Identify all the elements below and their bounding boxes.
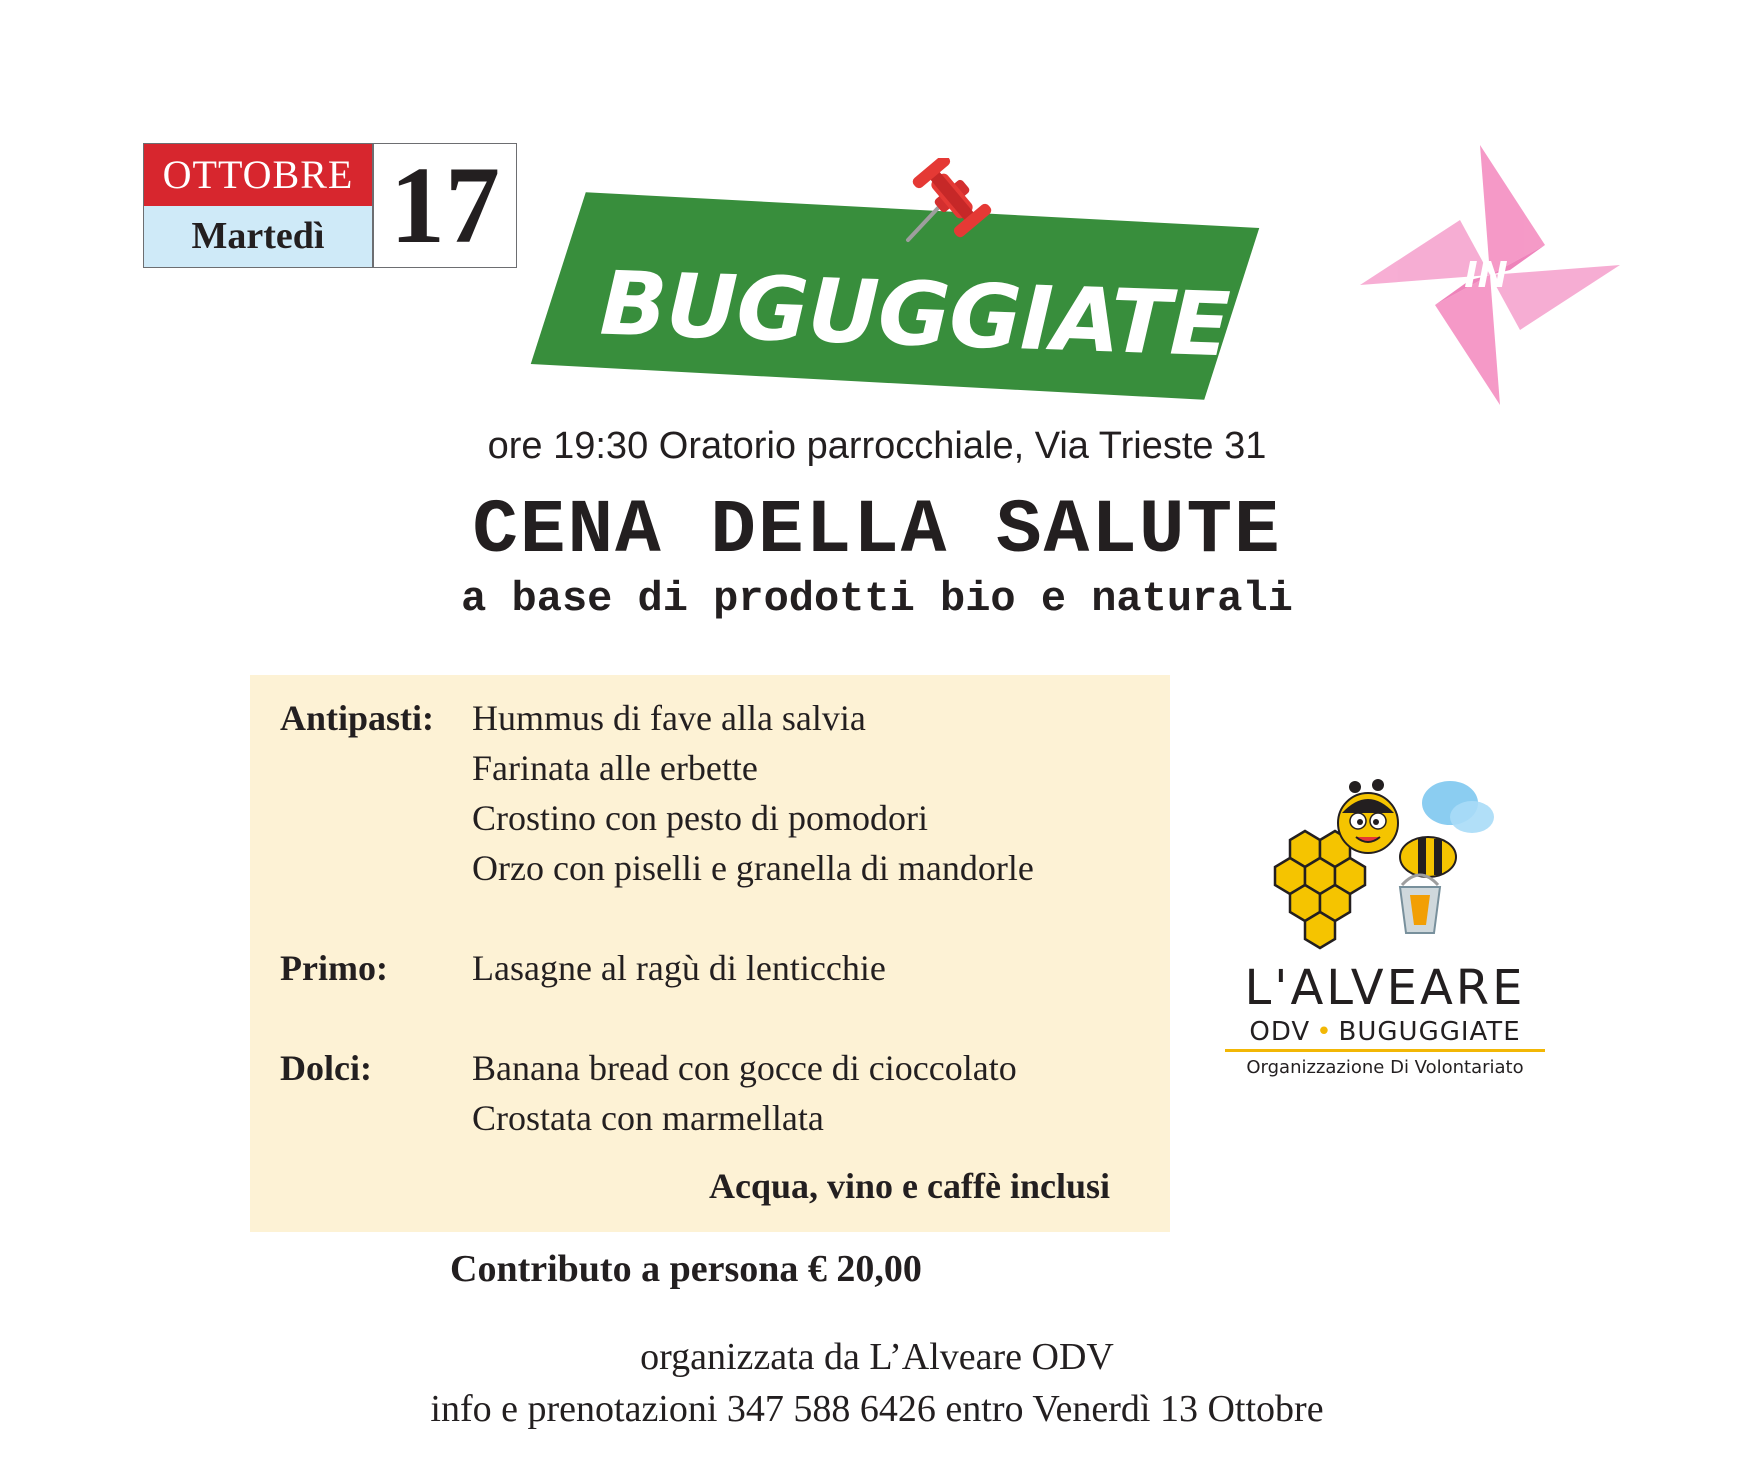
menu-item: Orzo con piselli e granella di mandorle — [472, 848, 1034, 888]
date-block — [143, 143, 517, 268]
menu-note: Acqua, vino e caffè inclusi — [709, 1166, 1110, 1206]
dolci-label: Dolci: — [280, 1048, 372, 1088]
alveare-sub-dot: • — [1316, 1017, 1333, 1047]
menu-item: Banana bread con gocce di cioccolato — [472, 1048, 1017, 1088]
antipasti-label: Antipasti: — [280, 698, 435, 738]
menu-item: Farinata alle erbette — [472, 748, 758, 788]
pinwheel-text: IN — [1464, 255, 1508, 296]
pushpin-icon — [890, 158, 1000, 248]
date-day: 17 — [390, 144, 500, 266]
alveare-sub-left: ODV — [1249, 1017, 1311, 1047]
date-month: OTTOBRE — [144, 144, 372, 206]
alveare-logo-icon — [1250, 765, 1520, 960]
alveare-sub — [1225, 1017, 1545, 1052]
town-banner-text: BUGUGGIATE — [598, 251, 1231, 377]
alveare-tagline: Organizzazione Di Volontariato — [1246, 1057, 1524, 1078]
booking-line: info e prenotazioni 347 588 6426 entro Venerdì 13 Ottobre — [430, 1388, 1324, 1430]
menu-item: Lasagne al ragù di lenticchie — [472, 948, 886, 988]
event-info: ore 19:30 Oratorio parrocchiale, Via Trieste 31 — [487, 425, 1267, 467]
price: Contributo a persona € 20,00 — [450, 1248, 922, 1290]
menu-item: Crostino con pesto di pomodori — [472, 798, 928, 838]
organizer-line: organizzata da L’Alveare ODV — [640, 1336, 1114, 1378]
date-weekday: Martedì — [144, 206, 372, 267]
menu-item: Hummus di fave alla salvia — [472, 698, 866, 738]
primo-label: Primo: — [280, 948, 388, 988]
alveare-name: L'ALVEARE — [1244, 960, 1526, 1016]
pinwheel-logo-icon — [1355, 140, 1625, 410]
event-subtitle: a base di prodotti bio e naturali — [461, 575, 1293, 623]
event-title: CENA DELLA SALUTE — [472, 488, 1282, 574]
menu-item: Crostata con marmellata — [472, 1098, 824, 1138]
alveare-sub-right: BUGUGGIATE — [1338, 1017, 1521, 1047]
menu-box — [250, 675, 1170, 1232]
